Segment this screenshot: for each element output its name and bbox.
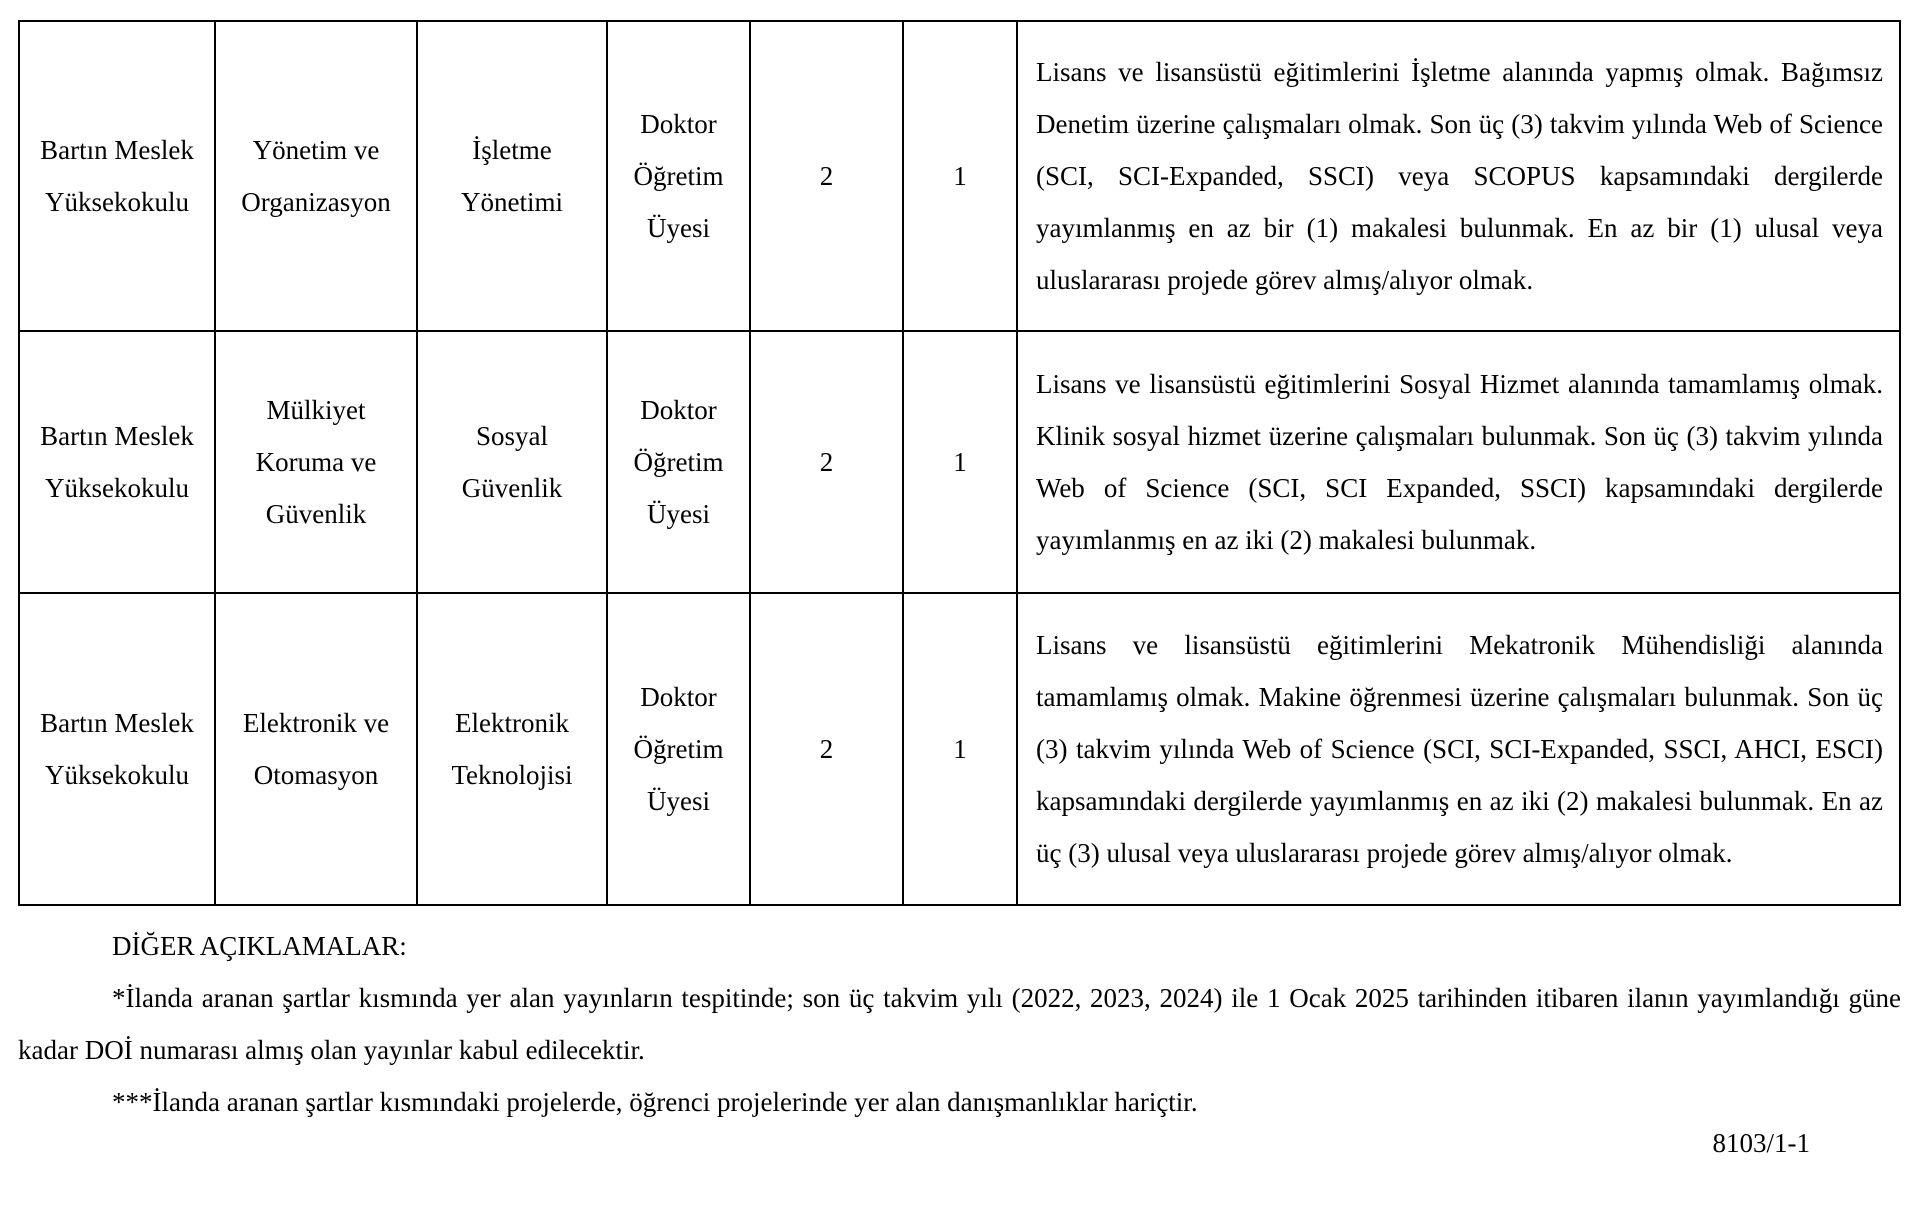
title-cell: Doktor Öğretim Üyesi <box>607 593 750 905</box>
requirements-cell: Lisans ve lisansüstü eğitimlerini Sosyal Hizmet alanında tamamlamış olmak. Klinik sosyal hizmet üzerine çalışmaları bulunmak. Son üç (3) takvim yılında Web of Science (SCI, SCI Expanded, SSCI) kapsamındaki dergilerde yayımlanmış en az iki (2) makalesi bulunmak. <box>1017 331 1900 593</box>
document-code: 8103/1-1 <box>1712 1128 1810 1158</box>
table-row <box>19 21 1900 331</box>
degree-cell: 2 <box>750 331 903 593</box>
program-cell: Sosyal Güvenlik <box>417 331 607 593</box>
notes-heading: DİĞER AÇIKLAMALAR: <box>112 931 407 961</box>
requirements-cell: Lisans ve lisansüstü eğitimlerini İşletme alanında yapmış olmak. Bağımsız Denetim üzerine çalışmaları olmak. Son üç (3) takvim yılında Web of Science (SCI, SCI-Expanded, SSCI) veya SCOPUS kapsamındaki dergilerde yayımlanmış en az bir (1) makalesi bulunmak. En az bir (1) ulusal veya uluslararası projede görev almış/alıyor olmak. <box>1017 21 1900 331</box>
unit-cell: Bartın Meslek Yüksekokulu <box>19 21 215 331</box>
table-row <box>19 593 1900 905</box>
unit-cell: Bartın Meslek Yüksekokulu <box>19 331 215 593</box>
count-cell: 1 <box>903 21 1017 331</box>
department-cell: Yönetim ve Organizasyon <box>215 21 417 331</box>
unit-cell: Bartın Meslek Yüksekokulu <box>19 593 215 905</box>
count-cell: 1 <box>903 331 1017 593</box>
table-row <box>19 331 1900 593</box>
degree-cell: 2 <box>750 21 903 331</box>
requirements-cell: Lisans ve lisansüstü eğitimlerini Mekatronik Mühendisliği alanında tamamlamış olmak. Makine öğrenmesi üzerine çalışmaları bulunmak. Son üç (3) takvim yılında Web of Science (SCI, SCI-Expanded, SSCI, AHCI, ESCI) kapsamındaki dergilerde yayımlanmış en az iki (2) makalesi bulunmak. En az üç (3) ulusal veya uluslararası projede görev almış/alıyor olmak. <box>1017 593 1900 905</box>
note-1: *İlanda aranan şartlar kısmında yer alan yayınların tespitinde; son üç takvim yılı (2022, 2023, 2024) ile 1 Ocak 2025 tarihinden itibaren ilanın yayımlandığı güne kadar DOİ numarası almış olan yayınlar kabul edilecektir. <box>18 983 1901 1065</box>
department-cell: Mülkiyet Koruma ve Güvenlik <box>215 331 417 593</box>
title-cell: Doktor Öğretim Üyesi <box>607 21 750 331</box>
positions-table <box>18 20 1901 906</box>
program-cell: Elektronik Teknolojisi <box>417 593 607 905</box>
program-cell: İşletme Yönetimi <box>417 21 607 331</box>
count-cell: 1 <box>903 593 1017 905</box>
department-cell: Elektronik ve Otomasyon <box>215 593 417 905</box>
note-2: ***İlanda aranan şartlar kısmındaki projelerde, öğrenci projelerinde yer alan danışmanlıklar hariçtir. <box>112 1087 1198 1117</box>
degree-cell: 2 <box>750 593 903 905</box>
title-cell: Doktor Öğretim Üyesi <box>607 331 750 593</box>
